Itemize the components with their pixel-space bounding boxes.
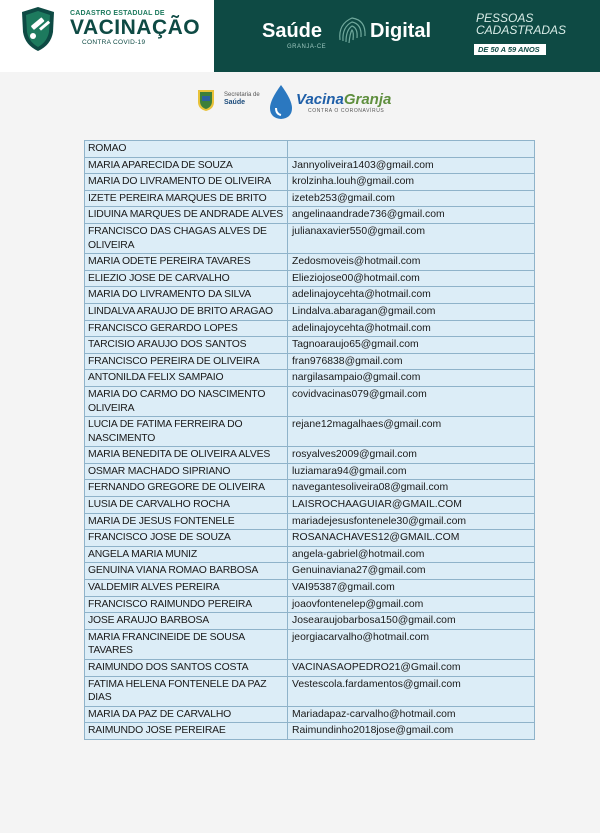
person-email-cell: Elieziojose00@hotmail.com	[288, 270, 535, 287]
pessoas-cadastradas-title	[476, 12, 566, 36]
person-email-cell: fran976838@gmail.com	[288, 353, 535, 370]
table-row	[85, 580, 535, 597]
table-row	[85, 530, 535, 547]
person-email-cell: julianaxavier550@gmail.com	[288, 223, 535, 253]
person-email-cell: covidvacinas079@gmail.com	[288, 386, 535, 416]
fingerprint-logo-icon	[332, 10, 372, 48]
person-name-cell: FRANCISCO DAS CHAGAS ALVES DE OLIVEIRA	[85, 223, 288, 253]
municipal-crest-icon	[196, 88, 216, 112]
person-email-cell: izeteb253@gmail.com	[288, 190, 535, 207]
table-row	[85, 480, 535, 497]
person-name-cell: OSMAR MACHADO SIPRIANO	[85, 463, 288, 480]
brand-digital-text: Digital	[370, 20, 432, 42]
table-row	[85, 596, 535, 613]
table-row	[85, 287, 535, 304]
person-name-cell: MARIA FRANCINEIDE DE SOUSA TAVARES	[85, 629, 288, 659]
table-row	[85, 629, 535, 659]
person-name-cell: FRANCISCO RAIMUNDO PEREIRA	[85, 596, 288, 613]
person-name-cell: TARCISIO ARAUJO DOS SANTOS	[85, 337, 288, 354]
person-email-cell: Raimundinho2018jose@gmail.com	[288, 723, 535, 740]
person-name-cell: IZETE PEREIRA MARQUES DE BRITO	[85, 190, 288, 207]
person-email-cell: jeorgiacarvalho@hotmail.com	[288, 629, 535, 659]
registered-people-table	[84, 140, 535, 740]
person-email-cell: Lindalva.abaragan@gmail.com	[288, 303, 535, 320]
table-row	[85, 546, 535, 563]
table-row	[85, 353, 535, 370]
table-row	[85, 190, 535, 207]
table-row	[85, 370, 535, 387]
table-row	[85, 157, 535, 174]
person-name-cell: FATIMA HELENA FONTENELE DA PAZ DIAS	[85, 676, 288, 706]
table-row	[85, 723, 535, 740]
brand-saude-text: Saúde	[262, 20, 323, 42]
person-email-cell: rosyalves2009@gmail.com	[288, 447, 535, 464]
person-email-cell: mariadejesusfontenele30@gmail.com	[288, 513, 535, 530]
brand-location-text: GRANJA-CE	[287, 44, 327, 50]
secretaria-line1: Secretaria de	[224, 92, 260, 98]
person-name-cell: MARIA BENEDITA DE OLIVEIRA ALVES	[85, 447, 288, 464]
age-range-badge: DE 50 A 59 ANOS	[474, 44, 546, 55]
cadastro-title	[70, 10, 210, 46]
person-email-cell: Vestescola.fardamentos@gmail.com	[288, 676, 535, 706]
person-name-cell: ANGELA MARIA MUNIZ	[85, 546, 288, 563]
secretaria-line2: Saúde	[224, 99, 246, 106]
person-name-cell: ELIEZIO JOSE DE CARVALHO	[85, 270, 288, 287]
vacina-text: Vacina	[296, 91, 344, 108]
person-email-cell: ROSANACHAVES12@GMAIL.COM	[288, 530, 535, 547]
table-row	[85, 270, 535, 287]
table-row	[85, 141, 535, 158]
vacina-granja-logo	[296, 92, 391, 107]
person-email-cell: navegantesoliveira08@gmail.com	[288, 480, 535, 497]
person-name-cell: FERNANDO GREGORE DE OLIVEIRA	[85, 480, 288, 497]
vaccine-shield-icon	[20, 6, 56, 52]
person-email-cell: Zedosmoveis@hotmail.com	[288, 254, 535, 271]
person-email-cell: adelinajoycehta@hotmail.com	[288, 320, 535, 337]
person-name-cell: ANTONILDA FELIX SAMPAIO	[85, 370, 288, 387]
cadastro-top-text: CADASTRO ESTADUAL DE	[70, 10, 165, 17]
person-email-cell: angelinaandrade736@gmail.com	[288, 207, 535, 224]
table-row	[85, 613, 535, 630]
person-name-cell: ROMAO	[85, 141, 288, 158]
table-row	[85, 463, 535, 480]
person-email-cell: rejane12magalhaes@gmail.com	[288, 417, 535, 447]
person-name-cell: MARIA DA PAZ DE CARVALHO	[85, 706, 288, 723]
person-name-cell: RAIMUNDO JOSE PEREIRAE	[85, 723, 288, 740]
saude-digital-banner	[214, 0, 600, 72]
page-header	[0, 0, 600, 72]
person-email-cell: nargilasampaio@gmail.com	[288, 370, 535, 387]
granja-text: Granja	[343, 91, 392, 108]
table-row	[85, 386, 535, 416]
table-row	[85, 447, 535, 464]
person-email-cell: LAISROCHAAGUIAR@GMAIL.COM	[288, 497, 535, 514]
table-row	[85, 320, 535, 337]
person-email-cell	[288, 141, 535, 158]
table-row	[85, 706, 535, 723]
cadastro-main-text: VACINAÇÃO	[70, 16, 201, 39]
person-name-cell: MARIA ODETE PEREIRA TAVARES	[85, 254, 288, 271]
person-email-cell: Tagnoaraujo65@gmail.com	[288, 337, 535, 354]
secretaria-saude-label	[224, 92, 260, 106]
table-row	[85, 223, 535, 253]
vacina-sub-text: CONTRA O CORONAVÍRUS	[308, 108, 385, 114]
table-row	[85, 174, 535, 191]
person-name-cell: LIDUINA MARQUES DE ANDRADE ALVES	[85, 207, 288, 224]
table-row	[85, 337, 535, 354]
pessoas-line1: PESSOAS	[476, 11, 534, 25]
table-row	[85, 303, 535, 320]
table-body	[85, 141, 535, 740]
pessoas-line2: CADASTRADAS	[476, 23, 567, 37]
person-name-cell: LUSIA DE CARVALHO ROCHA	[85, 497, 288, 514]
table-row	[85, 513, 535, 530]
person-email-cell: Jannyoliveira1403@gmail.com	[288, 157, 535, 174]
table-row	[85, 676, 535, 706]
table-row	[85, 563, 535, 580]
person-name-cell: VALDEMIR ALVES PEREIRA	[85, 580, 288, 597]
water-drop-icon	[268, 84, 294, 120]
person-email-cell: Genuinaviana27@gmail.com	[288, 563, 535, 580]
person-email-cell: Mariadapaz-carvalho@hotmail.com	[288, 706, 535, 723]
person-email-cell: joaovfontenelep@gmail.com	[288, 596, 535, 613]
person-name-cell: FRANCISCO JOSE DE SOUZA	[85, 530, 288, 547]
person-name-cell: FRANCISCO GERARDO LOPES	[85, 320, 288, 337]
person-name-cell: MARIA DO LIVRAMENTO DE OLIVEIRA	[85, 174, 288, 191]
person-name-cell: MARIA DO LIVRAMENTO DA SILVA	[85, 287, 288, 304]
cadastro-logo-block	[0, 0, 214, 72]
person-email-cell: luziamara94@gmail.com	[288, 463, 535, 480]
person-name-cell: GENUINA VIANA ROMAO BARBOSA	[85, 563, 288, 580]
person-name-cell: MARIA APARECIDA DE SOUZA	[85, 157, 288, 174]
table-row	[85, 207, 535, 224]
person-name-cell: LUCIA DE FATIMA FERREIRA DO NASCIMENTO	[85, 417, 288, 447]
person-name-cell: MARIA DO CARMO DO NASCIMENTO OLIVEIRA	[85, 386, 288, 416]
table-row	[85, 497, 535, 514]
partner-logos	[194, 84, 434, 124]
person-name-cell: FRANCISCO PEREIRA DE OLIVEIRA	[85, 353, 288, 370]
person-name-cell: RAIMUNDO DOS SANTOS COSTA	[85, 660, 288, 677]
person-email-cell: angela-gabriel@hotmail.com	[288, 546, 535, 563]
person-email-cell: adelinajoycehta@hotmail.com	[288, 287, 535, 304]
table-row	[85, 660, 535, 677]
table-row	[85, 254, 535, 271]
table-row	[85, 417, 535, 447]
person-name-cell: MARIA DE JESUS FONTENELE	[85, 513, 288, 530]
person-email-cell: VAI95387@gmail.com	[288, 580, 535, 597]
person-email-cell: Josearaujobarbosa150@gmail.com	[288, 613, 535, 630]
cadastro-sub-text: CONTRA COVID-19	[82, 39, 146, 46]
person-email-cell: VACINASAOPEDRO21@Gmail.com	[288, 660, 535, 677]
person-name-cell: LINDALVA ARAUJO DE BRITO ARAGAO	[85, 303, 288, 320]
person-email-cell: krolzinha.louh@gmail.com	[288, 174, 535, 191]
person-name-cell: JOSE ARAUJO BARBOSA	[85, 613, 288, 630]
